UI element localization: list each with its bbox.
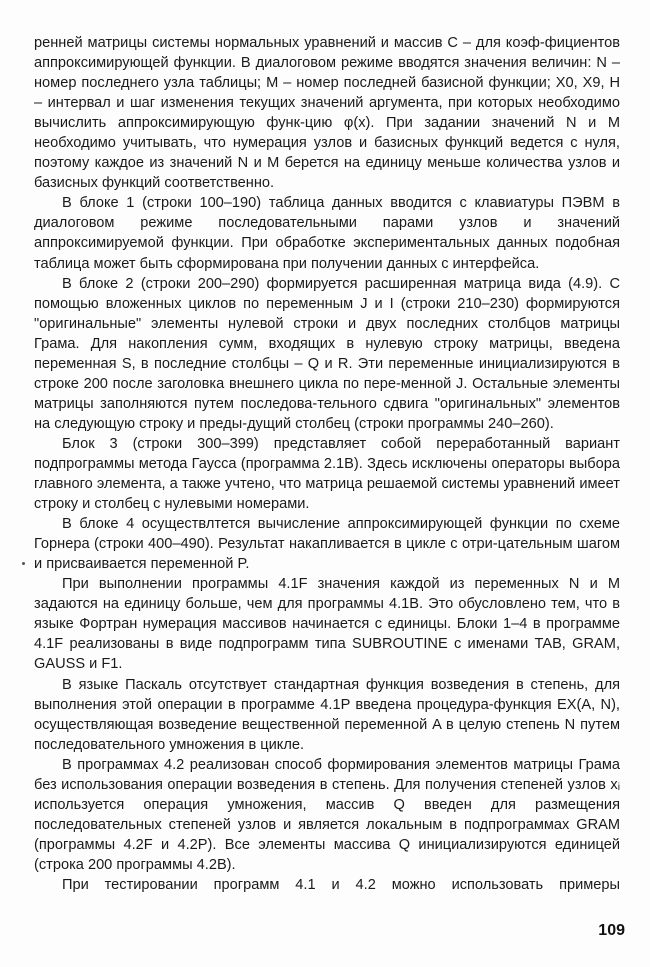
paragraph-3: В блоке 2 (строки 200–290) формируется расширенная матрица вида (4.9). С помощью вложенных циклов по переменным J и I (строки 210–230) формируются "оригинальные" элементы нулевой строки и двух последних столбцов матрицы Грама. Для накопления сумм, входящих в нулевую строку матрицы, введена переменная S, в последние столбцы – Q и R. Эти переменные инициализируются в строке 200 после заголовка внешнего цикла по пере-менной J. Остальные элементы матрицы заполняются путем последова-тельного сдвига "оригинальных" элементов на следующую строку и преды-дущий столбец (строки программы 240–260). xyxy=(34,275,620,432)
paragraph-6: При выполнении программы 4.1F значения каждой из переменных N и M задаются на единицу больше, чем для программы 4.1В. Это обусловлено тем, что в языке Фортран нумерация массивов начинается с единицы. Блоки 1–4 в программе 4.1F реализованы в виде подпрограмм типа SUBROUTINE с именами TAB, GRAM, GAUSS и F1. xyxy=(34,576,620,673)
paragraph-4: Блок 3 (строки 300–399) представляет собой переработанный вариант подпрограммы метода Гаусса (программа 2.1В). Здесь исключены операторы выбора главного элемента, а также учтено, что матрица решаемой системы уравнений имеет строку и столбец с нулевыми номерами. xyxy=(34,435,620,513)
paragraph-5: В блоке 4 осуществлтется вычисление аппроксимирующей функции по схеме Горнера (строки 400–490). Результат накапливается в цикле с отри-цательным шагом и присваивается переменной P. xyxy=(34,516,620,573)
paragraph-1: ренней матрицы системы нормальных уравнений и массив C – для коэф-фициентов аппроксимирующей функции. В диалоговом режиме вводятся значения величин: N – номер последнего узла таблицы; M – номер последней базисной функции; X0, X9, H – интервал и шаг изменения текущих значений аргумента, при которых необходимо вычислить аппроксимирующую функ-цию φ(x). При задании значений N и M необходимо учитывать, что нумерация узлов и базисных функций ведется с нуля, поэтому каждое из значений N и M берется на единицу меньше количества узлов и базисных функций соответственно. xyxy=(34,35,620,192)
page-body-text xyxy=(34,33,620,895)
margin-mark xyxy=(22,562,25,565)
paragraph-7: В языке Паскаль отсутствует стандартная функция возведения в степень, для выполнения этой операции в программе 4.1P введена процедура-функция EX(A, N), осуществляющая возведение вещественной переменной A в целую степень N путем последовательного умножения в цикле. xyxy=(34,676,620,753)
paragraph-9: При тестировании программ 4.1 и 4.2 можно использовать примеры xyxy=(62,876,620,893)
paragraph-2: В блоке 1 (строки 100–190) таблица данных вводится с клавиатуры ПЭВМ в диалоговом режиме последовательными парами узлов и значений аппроксимируемой функции. При обработке экспериментальных данных подобная таблица может быть сформирована при получении данных с интерфейса. xyxy=(34,195,620,272)
paragraph-8: В программах 4.2 реализован способ формирования элементов матрицы Грама без использования операции возведения в степень. Для получения степеней узлов xᵢ используется операция умножения, массив Q введен для размещения последовательных степеней узлов и является локальным в подпрограммах GRAM (программы 4.2F и 4.2P). Все элементы массива Q инициализируются единицей (строка 200 программы 4.2В). xyxy=(34,756,620,873)
page-number: 109 xyxy=(598,922,625,939)
